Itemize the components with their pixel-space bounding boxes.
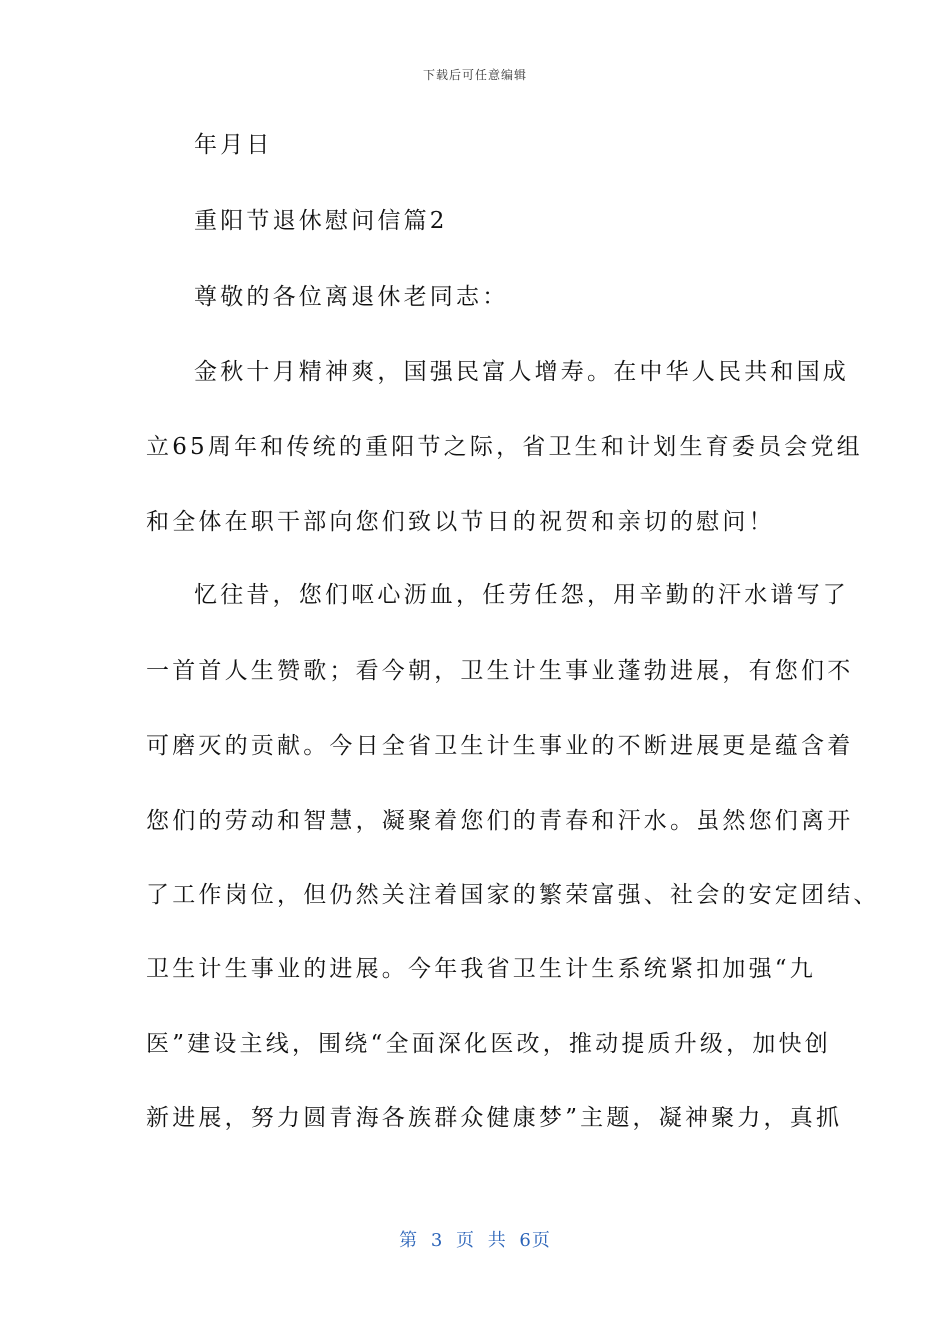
paragraph-line: 金秋十月精神爽，国强民富人增寿。在中华人民共和国成 [194,359,849,385]
section-title: 重阳节退休慰问信篇2 [194,208,448,234]
paragraph-line: 和全体在职干部向您们致以节日的祝贺和亲切的慰问！ [146,509,775,535]
header-note: 下载后可任意编辑 [422,68,527,82]
paragraph-line: 新进展，努力圆青海各族群众健康梦”主题，凝神聚力，真抓 [146,1105,843,1131]
salutation: 尊敬的各位离退休老同志： [194,284,509,310]
paragraph-line: 了工作岗位，但仍然关注着国家的繁荣富强、社会的安定团结、 [146,882,880,908]
paragraph-line: 忆往昔，您们呕心沥血，任劳任怨，用辛勤的汗水谱写了 [194,582,849,608]
paragraph-line: 医”建设主线，围绕“全面深化医改，推动提质升级，加快创 [146,1031,831,1057]
paragraph-line: 立65周年和传统的重阳节之际，省卫生和计划生育委员会党组 [146,434,863,460]
paragraph-line: 可磨灭的贡献。今日全省卫生计生事业的不断进展更是蕴含着 [146,733,854,759]
paragraph-line: 您们的劳动和智慧，凝聚着您们的青春和汗水。虽然您们离开 [146,808,854,834]
paragraph-line: 卫生计生事业的进展。今年我省卫生计生系统紧扣加强“九 [146,956,816,982]
date-line: 年月日 [194,132,273,158]
page-number: 第 3 页 共 6页 [399,1230,551,1251]
paragraph-line: 一首首人生赞歌；看今朝，卫生计生事业蓬勃进展，有您们不 [146,658,854,684]
